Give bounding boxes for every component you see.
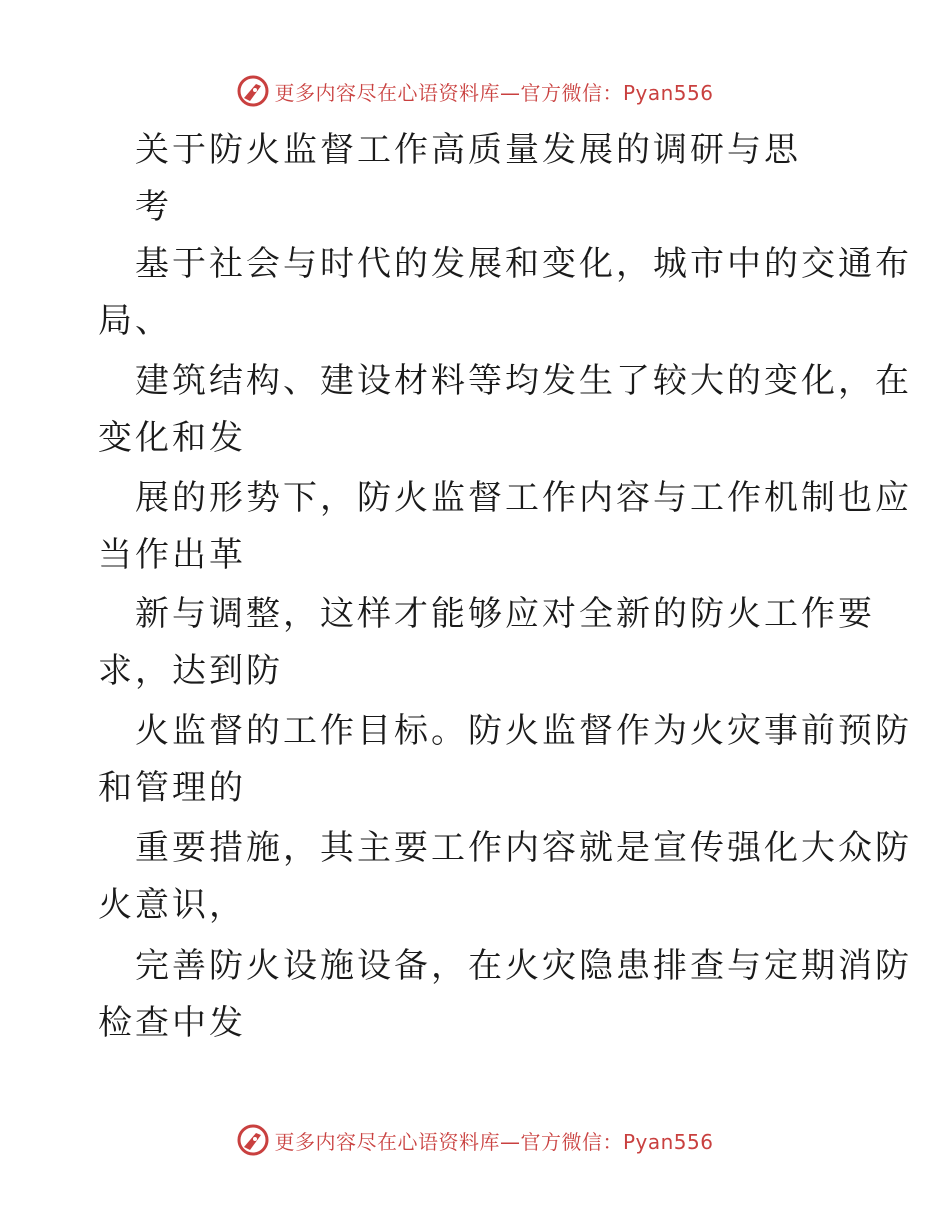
text-line: 新与调整，这样才能够应对全新的防火工作要 <box>135 594 875 634</box>
title-line-1: 关于防火监督工作高质量发展的调研与思 <box>135 130 801 170</box>
text-line: 火意识， <box>98 885 246 925</box>
footer-banner <box>0 1120 950 1160</box>
text-line: 完善防火设施设备，在火灾隐患排查与定期消防 <box>135 946 912 986</box>
pen-nib-icon <box>236 74 270 108</box>
header-banner-text: 更多内容尽在心语资料库—官方微信：Pyan556 <box>274 80 714 105</box>
text-line: 当作出革 <box>98 535 246 575</box>
pen-nib-icon <box>236 1123 270 1157</box>
text-line: 展的形势下，防火监督工作内容与工作机制也应 <box>135 478 912 518</box>
title-line-2: 考 <box>135 187 172 227</box>
text-line: 重要措施，其主要工作内容就是宣传强化大众防 <box>135 828 912 868</box>
text-line: 求，达到防 <box>98 651 283 691</box>
text-line: 变化和发 <box>98 418 246 458</box>
text-line: 检查中发 <box>98 1003 246 1043</box>
text-line: 局、 <box>98 301 172 341</box>
header-banner <box>0 71 950 111</box>
text-line: 和管理的 <box>98 768 246 808</box>
footer-banner-text: 更多内容尽在心语资料库—官方微信：Pyan556 <box>274 1129 714 1154</box>
text-line: 基于社会与时代的发展和变化，城市中的交通布 <box>135 244 912 284</box>
text-line: 火监督的工作目标。防火监督作为火灾事前预防 <box>135 711 912 751</box>
text-line: 建筑结构、建设材料等均发生了较大的变化，在 <box>135 361 912 401</box>
